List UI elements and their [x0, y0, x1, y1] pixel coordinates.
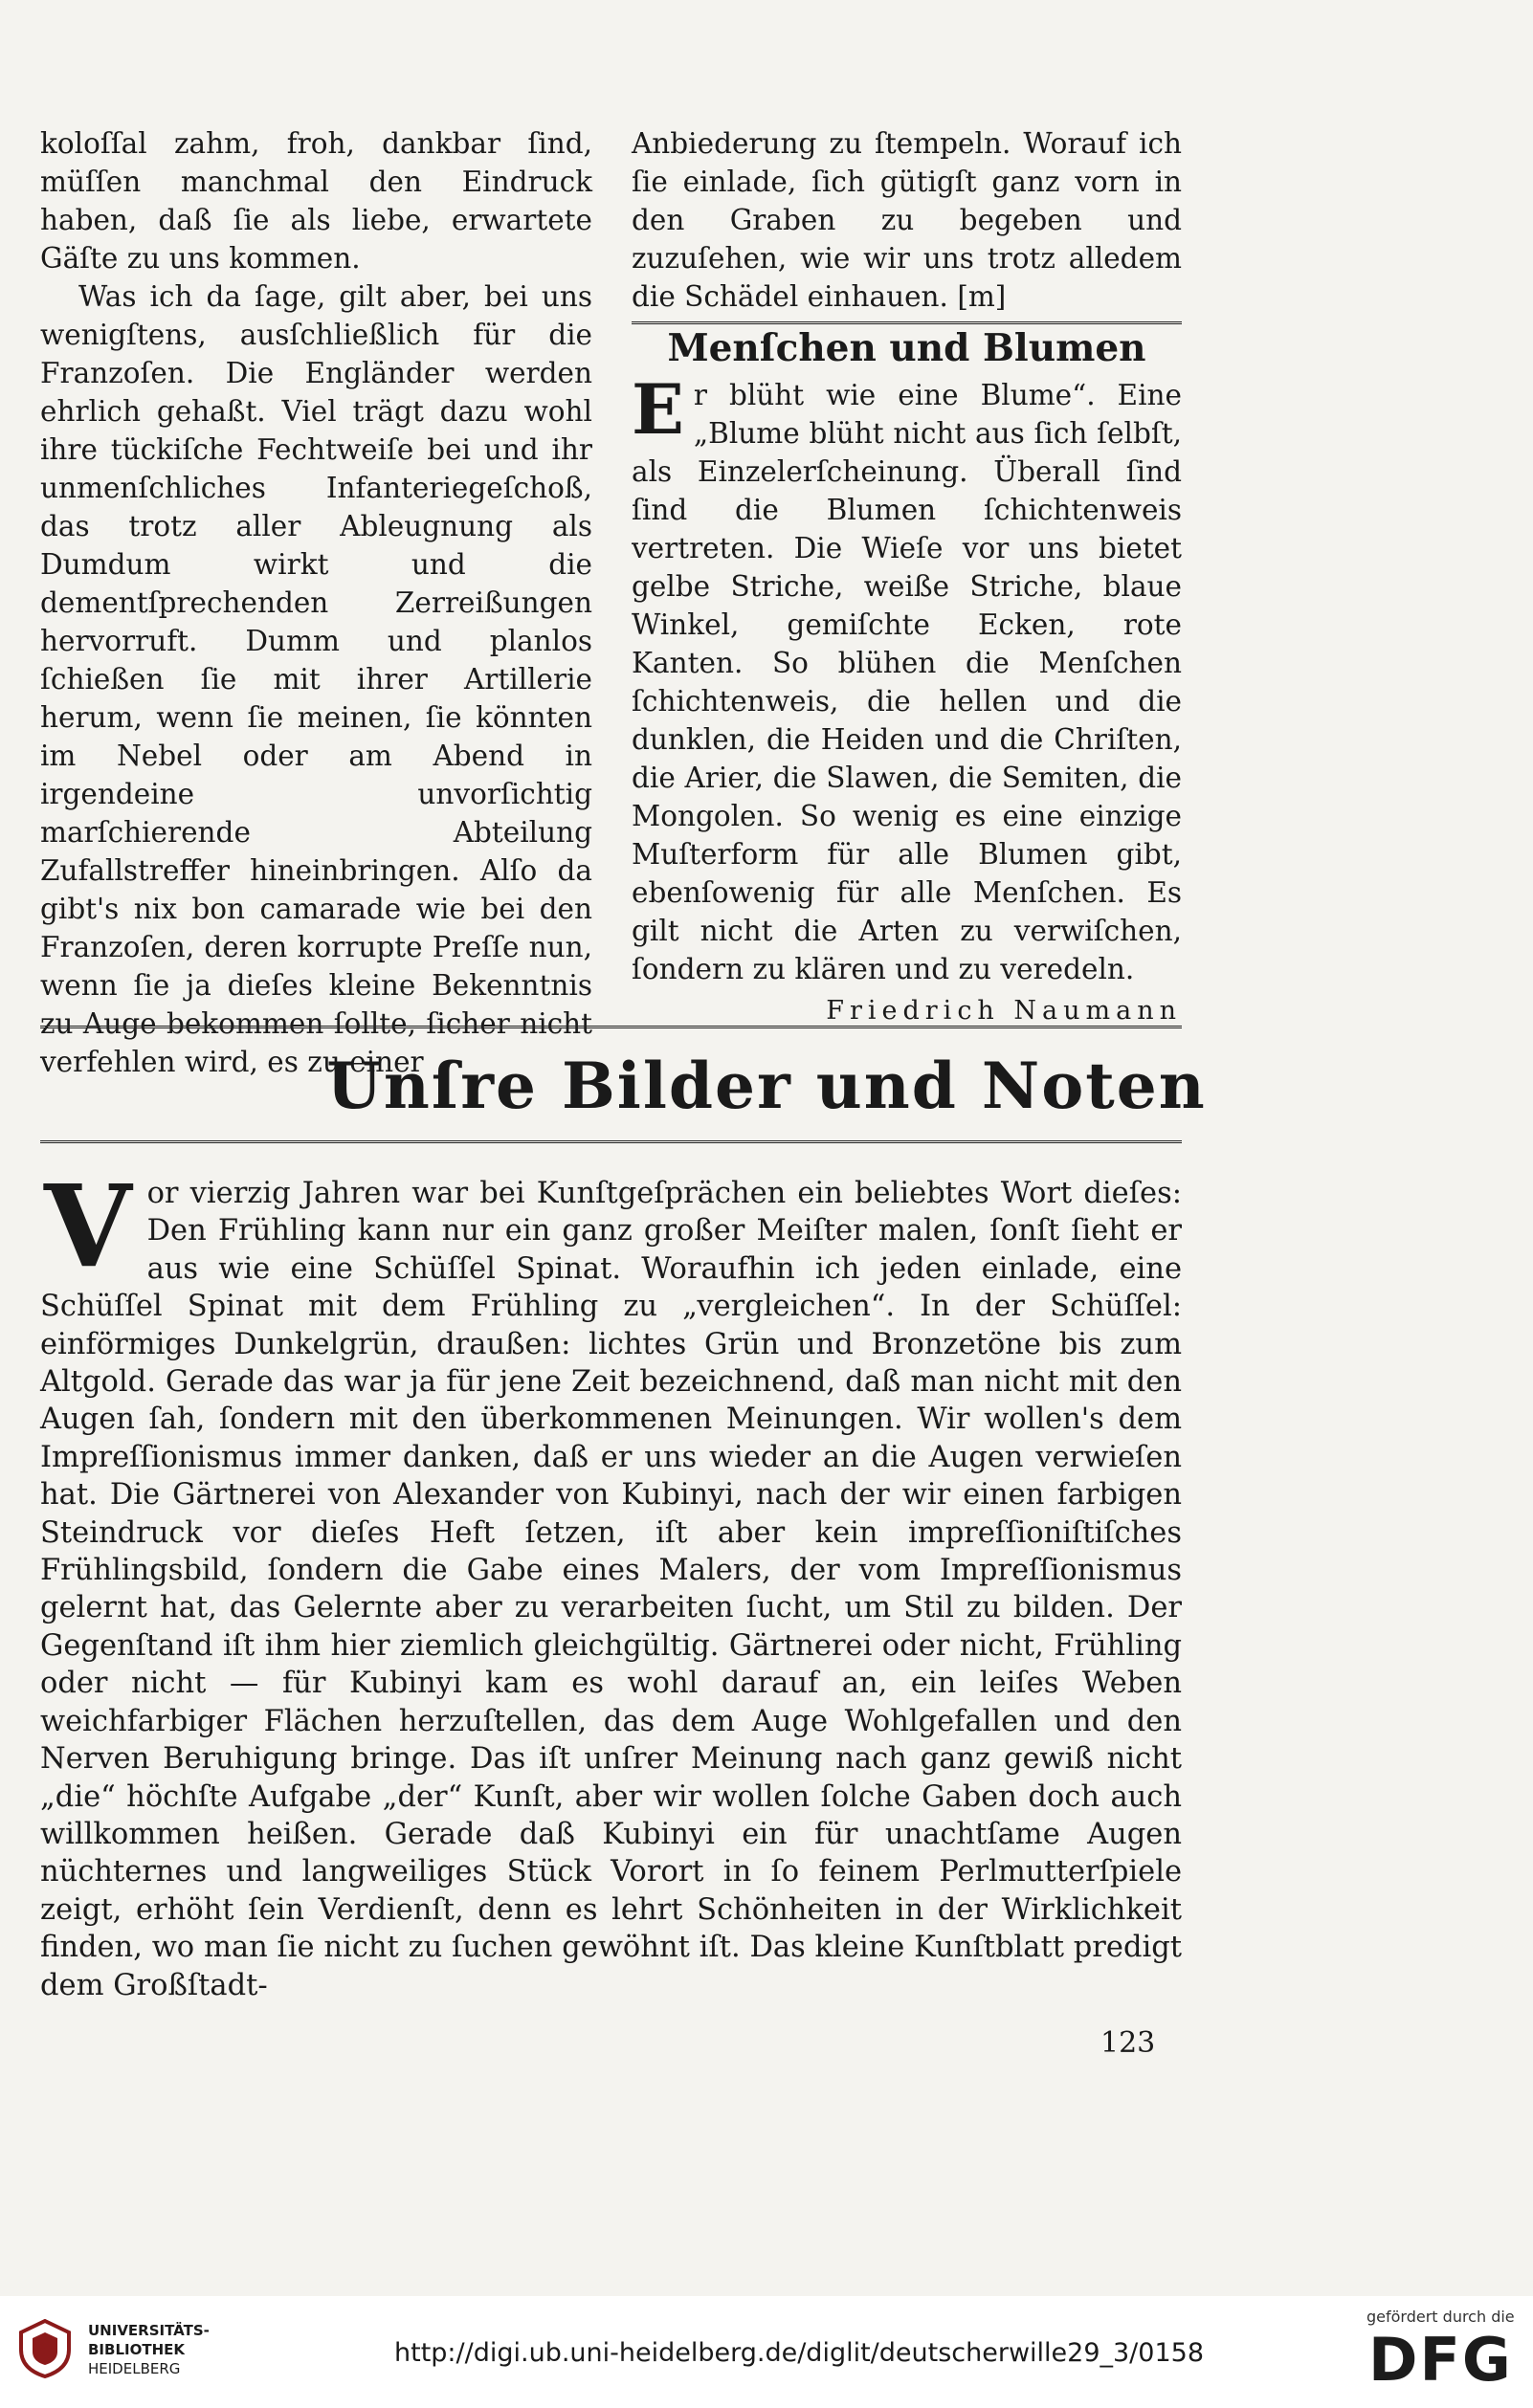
section-dropcap: E [632, 376, 684, 450]
library-name-line-3: HEIDELBERG [88, 2360, 181, 2377]
article-dropcap: V [44, 1160, 132, 1292]
library-name-line-2: BIBLIOTHEK [88, 2341, 185, 2358]
right-paragraph-2: r blüht wie eine Blume“. Eine „Blume blüht nicht aus ſich ſelbſt, als Einzelerſcheinung. Überall ſind ſind die Blumen ſchichtenweis vertreten. Die Wieſe vor uns bietet gelbe Striche, weiße Striche, blaue Winkel, gemiſchte Ecken, rote Kanten. So blühen die Menſchen ſchichtenweis, die hellen und die dunklen, die Heiden und die Chriſten, die Arier, die Slawen, die Semiten, die Mongolen. So wenig es eine einzige Muſterform für alle Blumen gibt, ebenſowenig für alle Menſchen. Es gilt nicht die Arten zu verwiſchen, ſondern zu klären und zu veredeln. [632, 379, 1182, 985]
page-number: 123 [1100, 2026, 1156, 2060]
article-title: Unſre Bilder und Noten [326, 1049, 1207, 1123]
library-seal-icon [17, 2319, 73, 2378]
section-divider [632, 321, 1182, 324]
source-url-link[interactable]: http://digi.ub.uni-heidelberg.de/diglit/deutscherwille29_3/0158 [394, 2338, 1204, 2368]
right-paragraph-1: Anbiederung zu ſtempeln. Worauf ich ſie einlade, ſich gütigſt ganz vorn in den Graben zu begeben und zuzuſehen, wie wir uns trotz alledem die Schädel einhauen. [m] [632, 127, 1182, 313]
left-paragraph-2: Was ich da ſage, gilt aber, bei uns wenigſtens, ausſchließlich für die Franzoſen. Die Engländer werden ehrlich gehaßt. Viel trägt dazu wohl ihre tückiſche Fechtweiſe bei und ihr unmenſchliches Infanteriegeſchoß, das trotz aller Ableugnung als Dumdum wirkt und die dementſprechenden Zerreißungen hervorruft. Dumm und planlos ſchießen ſie mit ihrer Artillerie herum, wenn ſie meinen, ſie könnten im Nebel oder am Abend in irgendeine unvorſichtig marſchierende Abteilung Zufallstreffer hineinbringen. Alſo da gibt's nix bon camarade wie bei den Franzoſen, deren korrupte Preſſe nun, wenn ſie ja dieſes kleine Bekenntnis zu Auge bekommen ſollte, ſicher nicht verfehlen wird, es zu einer [40, 280, 592, 1078]
library-name-line-1: UNIVERSITÄTS- [88, 2322, 210, 2339]
section-title: Menſchen und Blumen [667, 326, 1146, 370]
author-signature: Friedrich Naumann [826, 996, 1182, 1026]
left-paragraph-1: koloſſal zahm, froh, dankbar ſind, müſſen manchmal den Eindruck haben, daß ſie als liebe, erwartete Gäſte zu uns kommen. [40, 127, 592, 275]
right-column [632, 124, 1182, 1030]
title-rule-top [40, 1026, 1182, 1028]
title-rule-bottom [40, 1140, 1182, 1143]
dfg-logo: DFG [1368, 2325, 1513, 2395]
footer-bar [0, 2296, 1533, 2408]
section-body [632, 376, 1182, 988]
left-column [40, 124, 592, 1081]
sponsor-label: gefördert durch die [1366, 2308, 1515, 2326]
article-body [40, 1160, 1182, 2004]
library-name [88, 2321, 210, 2378]
article-paragraph: or vierzig Jahren war bei Kunſtgeſprächen ein beliebtes Wort dieſes: Den Frühling kann nur ein ganz großer Meiſter malen, ſonſt ſieht er aus wie eine Schüſſel Spinat. Woraufhin ich jeden einlade, eine Schüſſel Spinat mit dem Frühling zu „vergleichen“. In der Schüſſel: einförmiges Dunkelgrün, draußen: lichtes Grün und Bronzetöne bis zum Altgold. Gerade das war ja für jene Zeit bezeichnend, daß man nicht mit den Augen ſah, ſondern mit den überkommenen Meinungen. Wir wollen's dem Impreſſionismus immer danken, daß er uns wieder an die Augen verwieſen hat. Die Gärtnerei von Alexander von Kubinyi, nach der wir einen farbigen Steindruck vor dieſes Heft ſetzen, iſt aber kein impreſſioniſtiſches Frühlingsbild, ſondern die Gabe eines Malers, der vom Impreſſionismus gelernt hat, das Gelernte aber zu verarbeiten ſucht, um Stil zu bilden. Der Gegenſtand iſt ihm hier ziemlich gleichgültig. Gärtnerei oder nicht, Frühling oder nicht — für Kubinyi kam es wohl darauf an, ein leiſes Weben weichfarbiger Flächen herzuſtellen, das dem Auge Wohlgefallen und den Nerven Beruhigung bringe. Das iſt unſrer Meinung nach ganz gewiß nicht „die“ höchſte Aufgabe „der“ Kunſt, aber wir wollen ſolche Gaben doch auch willkommen heißen. Gerade daß Kubinyi ein für unachtſame Augen nüchternes und langweiliges Stück Vorort in ſo feinem Perlmutterſpiele zeigt, erhöht ſein Verdienſt, denn es lehrt Schönheiten in der Wirklichkeit finden, wo man ſie nicht zu ſuchen gewöhnt iſt. Das kleine Kunſtblatt predigt dem Großſtadt- [40, 1177, 1182, 2002]
